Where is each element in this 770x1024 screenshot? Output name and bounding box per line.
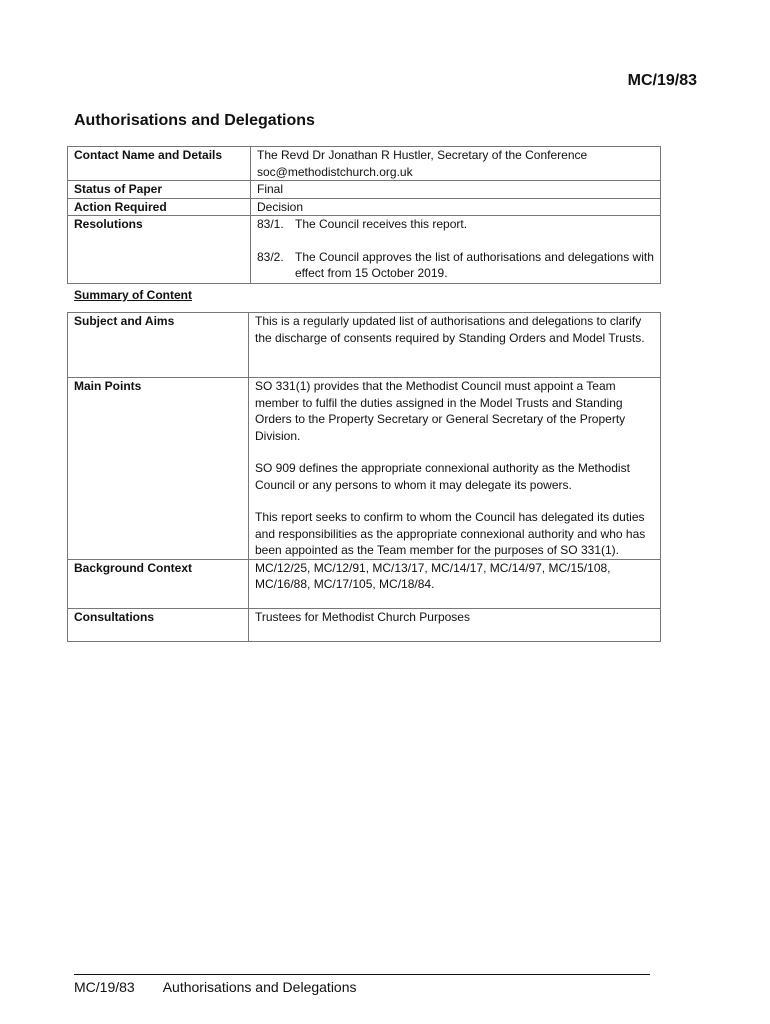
resolution-text: The Council receives this report.: [295, 217, 468, 231]
status-label: Status of Paper: [68, 181, 251, 199]
subject-paragraph: This is a regularly updated list of authorisations and delegations to clarify the discharge of consents required by Standing Orders and Model Trusts.: [255, 314, 645, 345]
background-paragraph: MC/12/25, MC/12/91, MC/13/17, MC/14/17, MC/14/97, MC/15/108, MC/16/88, MC/17/105, MC/18/84.: [255, 560, 611, 591]
resolution-number: 83/2.: [257, 249, 284, 264]
summary-table: [67, 312, 661, 642]
resolution-item: [257, 216, 654, 233]
table-row: [68, 313, 661, 378]
background-text: [249, 559, 661, 608]
consultations-label: Consultations: [68, 608, 249, 641]
table-row: [68, 198, 661, 216]
table-row: [68, 216, 661, 284]
contact-label: Contact Name and Details: [68, 147, 251, 181]
subject-label: Subject and Aims: [68, 313, 249, 378]
status-value: Final: [251, 181, 661, 199]
main-point: SO 909 defines the appropriate connexional authority as the Methodist Council or any persons to whom it may delegate its powers.: [255, 461, 630, 492]
action-value: Decision: [251, 198, 661, 216]
details-table: [67, 146, 661, 284]
main-points-text: [249, 378, 661, 560]
table-row: [68, 147, 661, 181]
resolutions-label: Resolutions: [68, 216, 251, 284]
table-row: [68, 559, 661, 608]
contact-line: The Revd Dr Jonathan R Hustler, Secretary of the Conference: [257, 148, 588, 162]
subject-text: [249, 313, 661, 378]
footer-divider: [74, 974, 650, 975]
table-row: [68, 378, 661, 560]
table-row: [68, 608, 661, 641]
footer-reference: MC/19/83: [74, 979, 135, 995]
footer-title: Authorisations and Delegations: [162, 979, 357, 995]
consultations-paragraph: Trustees for Methodist Church Purposes: [255, 609, 470, 624]
table-row: [68, 181, 661, 199]
background-label: Background Context: [68, 559, 249, 608]
contact-value: [251, 147, 661, 181]
action-label: Action Required: [68, 198, 251, 216]
resolution-item: [257, 249, 654, 282]
document-reference: MC/19/83: [627, 72, 697, 89]
contact-email: soc@methodistchurch.org.uk: [257, 164, 413, 179]
resolutions-list: [251, 216, 661, 284]
page-footer: [74, 979, 357, 995]
main-point: This report seeks to confirm to whom the Council has delegated its duties and responsibilities as the appropriate connexional authority and who has been appointed as the Team member for the purposes of SO 331(1).: [255, 510, 646, 557]
summary-heading: Summary of Content: [74, 288, 193, 302]
main-points-label: Main Points: [68, 378, 249, 560]
consultations-text: [249, 608, 661, 641]
main-point: SO 331(1) provides that the Methodist Council must appoint a Team member to fulfil the duties assigned in the Model Trusts and Standing Orders to the Property Secretary or General Secretary of the Property Division.: [255, 379, 626, 443]
resolution-number: 83/1.: [257, 217, 284, 231]
document-title: Authorisations and Delegations: [74, 112, 315, 129]
resolution-text: The Council approves the list of authorisations and delegations with effect from 15 October 2019.: [295, 249, 654, 280]
